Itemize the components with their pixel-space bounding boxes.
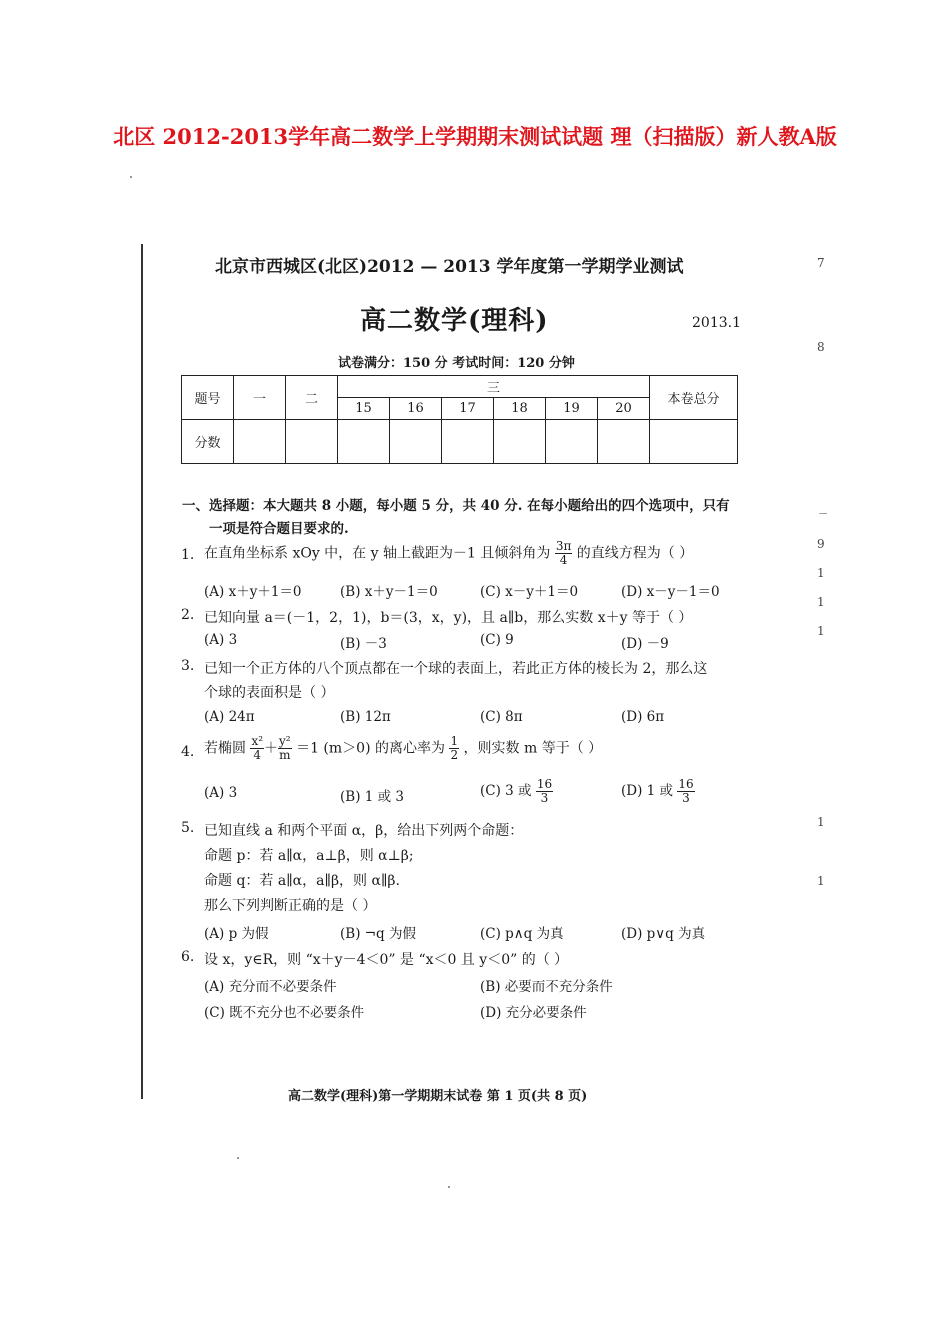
score-cell (390, 420, 442, 464)
question-1-text: 在直角坐标系 xOy 中，在 y 轴上截距为－1 且倾斜角为 (204, 545, 551, 562)
option-c: (C) 8π (480, 709, 523, 725)
question-3-stem-cont: 个球的表面积是（ ） (204, 685, 335, 701)
score-table-sub-col: 19 (546, 398, 598, 420)
option-d: (D) －9 (621, 636, 669, 652)
fraction-numerator: 3π (555, 539, 572, 553)
scan-speck (237, 1157, 239, 1159)
edge-mark: 9 (817, 537, 825, 551)
score-table-col-1: 一 (234, 376, 286, 420)
score-table-sub-col: 16 (390, 398, 442, 420)
fraction (250, 735, 264, 762)
fraction-numerator: x² (251, 734, 264, 748)
score-cell (286, 420, 338, 464)
fraction (555, 540, 573, 567)
score-table-col-2: 二 (286, 376, 338, 420)
fraction-numerator: 16 (536, 777, 553, 791)
option-d: (D) x－y－1＝0 (621, 584, 720, 600)
section-heading: 一、选择题：本大题共 8 小题，每小题 5 分，共 40 分. 在每小题给出的四个选项中，只有 (182, 498, 730, 514)
option-a: (A) p 为假 (204, 926, 269, 942)
question-4-text-mid: ＝1 (m＞0) 的离心率为 (296, 740, 445, 757)
proposition-p: 命题 p：若 a∥α，a⊥β，则 α⊥β; (204, 848, 414, 864)
question-1-text-end: 的直线方程为（ ） (576, 545, 694, 562)
option-c: (C) p∧q 为真 (480, 926, 564, 942)
fraction (449, 735, 459, 762)
score-cell (598, 420, 650, 464)
option-b: (B) 12π (340, 709, 391, 725)
exam-meta: 试卷满分：150 分 考试时间：120 分钟 (338, 356, 575, 371)
question-1-stem (204, 540, 693, 567)
edge-mark: 1 (817, 624, 825, 638)
score-table-col-3: 三 (338, 376, 650, 398)
score-cell (234, 420, 286, 464)
option-a: (A) 24π (204, 709, 255, 725)
option-a: (A) 3 (204, 632, 238, 648)
option-a: (A) 3 (204, 785, 238, 801)
question-4-text-end: ，则实数 m 等于（ ） (463, 740, 603, 757)
score-table-sub-col: 20 (598, 398, 650, 420)
exam-subject: 高二数学(理科) (360, 306, 549, 336)
score-cell (650, 420, 738, 464)
score-table-sub-col: 18 (494, 398, 546, 420)
edge-mark: 1 (817, 595, 825, 609)
option-c (480, 778, 553, 805)
document-title: 北区 2012-2013学年高二数学上学期期末测试试题 理（扫描版）新人教A版 (113, 124, 837, 149)
question-5-stem: 已知直线 a 和两个平面 α，β，给出下列两个命题： (204, 823, 524, 839)
edge-mark: 7 (817, 256, 825, 270)
option-c: (C) 9 (480, 632, 514, 648)
exam-date: 2013.1 (692, 315, 741, 331)
fraction (278, 735, 292, 762)
question-number: 1. (181, 547, 195, 563)
score-cell (338, 420, 390, 464)
fraction-denominator: 2 (450, 748, 459, 762)
score-table-sub-col: 17 (442, 398, 494, 420)
fraction-denominator: m (279, 748, 291, 762)
score-cell (442, 420, 494, 464)
score-cell (494, 420, 546, 464)
option-d: (D) 充分必要条件 (480, 1005, 587, 1021)
question-number: 6. (181, 949, 195, 965)
scan-binding-line (141, 244, 143, 1099)
scan-speck (130, 176, 132, 178)
score-table-label-score: 分数 (182, 420, 234, 464)
option-d: (D) p∨q 为真 (621, 926, 706, 942)
fraction-numerator: 16 (678, 777, 694, 791)
question-4-text: 若椭圆 (204, 740, 246, 757)
question-number: 3. (181, 658, 195, 674)
edge-mark: 1 (817, 566, 825, 580)
question-3-stem: 已知一个正方体的八个顶点都在一个球的表面上，若此正方体的棱长为 2，那么这 (204, 661, 708, 677)
option-c-text: (C) 3 或 (480, 783, 532, 799)
score-table-label-question: 题号 (182, 376, 234, 420)
fraction-denominator: 3 (682, 791, 690, 805)
scan-speck (448, 1186, 450, 1188)
option-c: (C) x－y＋1＝0 (480, 584, 579, 600)
score-table-total: 本卷总分 (650, 376, 738, 420)
score-cell (546, 420, 598, 464)
option-d (621, 778, 695, 805)
option-a: (A) 充分而不必要条件 (204, 979, 337, 995)
option-b: (B) 1 或 3 (340, 789, 405, 805)
question-6-stem: 设 x，y∈R，则 “x＋y－4＜0” 是 “x＜0 且 y＜0” 的（ ） (204, 952, 569, 968)
option-d-text: (D) 1 或 (621, 783, 674, 799)
question-4-stem (204, 735, 602, 762)
option-b: (B) x＋y－1＝0 (340, 584, 438, 600)
fraction-numerator: 1 (450, 734, 459, 748)
plus-sign: ＋ (264, 740, 279, 757)
fraction-denominator: 4 (559, 553, 568, 567)
question-2-stem: 已知向量 a＝(－1，2，1)，b＝(3，x，y)，且 a∥b，那么实数 x＋y 等于（ ） (204, 610, 693, 626)
score-table-sub-col: 15 (338, 398, 390, 420)
question-number: 2. (181, 607, 195, 623)
option-a: (A) x＋y＋1＝0 (204, 584, 302, 600)
edge-mark: 1 (817, 815, 825, 829)
fraction-numerator: y² (279, 734, 291, 748)
proposition-q: 命题 q：若 a∥α，a∥β，则 α∥β. (204, 873, 400, 889)
question-5-prompt: 那么下列判断正确的是（ ） (204, 898, 377, 914)
option-b: (B) ¬q 为假 (340, 926, 416, 942)
page-footer: 高二数学(理科)第一学期期末试卷 第 1 页(共 8 页) (288, 1089, 588, 1104)
question-number: 5. (181, 820, 195, 836)
section-heading-cont: 一项是符合题目要求的. (209, 521, 349, 537)
fraction-denominator: 3 (540, 791, 549, 805)
option-b: (B) 必要而不充分条件 (480, 979, 613, 995)
fraction (677, 778, 694, 805)
option-d: (D) 6π (621, 709, 665, 725)
edge-mark: ㄧ (817, 507, 830, 521)
fraction-denominator: 4 (253, 748, 262, 762)
question-number: 4. (181, 744, 195, 760)
edge-mark: 1 (817, 874, 825, 888)
edge-mark: 8 (817, 340, 825, 354)
fraction (536, 778, 553, 805)
option-b: (B) －3 (340, 636, 387, 652)
exam-header: 北京市西城区(北区)2012 — 2013 学年度第一学期学业测试 (215, 257, 684, 277)
score-table (181, 375, 738, 464)
option-c: (C) 既不充分也不必要条件 (204, 1005, 365, 1021)
